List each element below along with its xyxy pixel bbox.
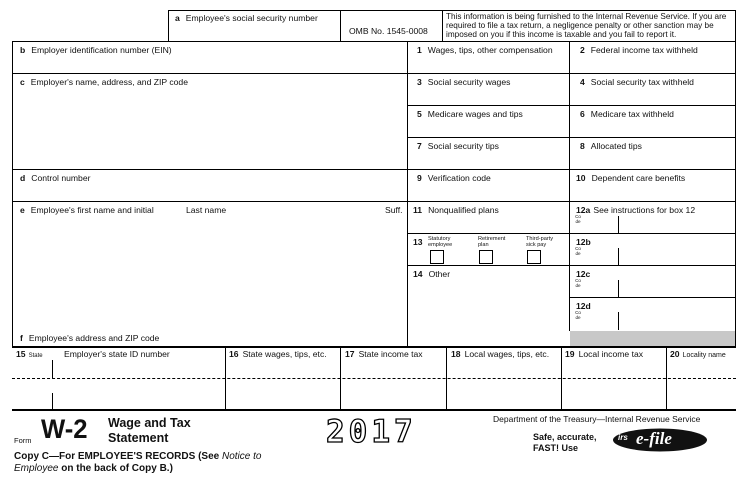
form-name-w2: W-2: [41, 414, 88, 444]
form-title-line2: Statement: [108, 431, 169, 445]
box-20-label: Locality name: [682, 352, 726, 359]
ssn-field[interactable]: [175, 13, 318, 23]
box-14-label: Other: [428, 269, 451, 279]
grid-line: [569, 265, 735, 266]
box-c-label: Employer's name, address, and ZIP code: [30, 77, 188, 87]
tax-year-text: 2017: [326, 414, 417, 450]
grid-line: [12, 409, 736, 411]
form-title-line1: Wage and Tax: [108, 416, 191, 430]
grid-line: [407, 233, 735, 234]
box-c-letter: c: [20, 77, 25, 87]
grid-line: [340, 10, 341, 41]
box-16-num: 16: [229, 349, 239, 359]
grid-line: [12, 346, 736, 348]
box-14-other[interactable]: [413, 269, 450, 279]
box-12a-label: See instructions for box 12: [593, 205, 696, 215]
box-12c-code-label: Code: [575, 278, 581, 288]
sick-pay-label: Third-party sick pay: [526, 236, 554, 248]
grid-line: [407, 265, 569, 266]
box-d-label: Control number: [31, 173, 91, 183]
statutory-employee-label: Statutory employee: [428, 236, 453, 248]
box-13-num: 13: [413, 237, 423, 247]
box-12d-code-label: Code: [575, 310, 581, 320]
sick-pay-checkbox[interactable]: [527, 250, 541, 264]
box-12d-num: 12d: [576, 301, 591, 311]
box-14-num: 14: [413, 269, 423, 279]
box-e-label: Employee's first name and initial: [30, 205, 154, 215]
box-1-wages[interactable]: [417, 45, 553, 55]
grid-line: [618, 280, 619, 297]
box-17-num: 17: [345, 349, 355, 359]
box-12a[interactable]: [576, 205, 695, 215]
copy-c-line1: [14, 451, 261, 462]
box-19-local-tax[interactable]: [565, 349, 643, 359]
grid-line: [12, 73, 408, 74]
box-12a-num: 12a: [576, 205, 591, 215]
copy-c-employee-italic: Employee: [14, 463, 59, 474]
box-4-label: Social security tax withheld: [590, 77, 694, 87]
box-f-employee-address[interactable]: [20, 333, 159, 343]
copy-c-text: Copy C—For EMPLOYEE'S RECORDS (See: [14, 451, 222, 462]
grid-line: [52, 393, 53, 410]
box-18-num: 18: [451, 349, 461, 359]
irs-notice: This information is being furnished to the Internal Revenue Service. If you are required to file a tax return, a negligence penalty or other sanction may be imposed on you if this income is taxable and you fail to report it.: [446, 12, 727, 39]
department-line: Department of the Treasury—Internal Revenue Service: [493, 414, 701, 424]
safe-accurate-text: Safe, accurate,: [533, 432, 597, 442]
box-18-local-wages[interactable]: [451, 349, 549, 359]
form-word: Form: [14, 436, 32, 445]
box-12a-code-label: Code: [575, 214, 581, 224]
grid-line: [168, 10, 169, 41]
efile-irs-text: irs: [618, 433, 628, 442]
box-5-num: 5: [417, 109, 422, 119]
box-18-label: Local wages, tips, etc.: [464, 349, 550, 359]
box-7-ss-tips[interactable]: [417, 141, 499, 151]
box-13: [413, 237, 429, 247]
box-3-num: 3: [417, 77, 422, 87]
box-12b-num: 12b: [576, 237, 591, 247]
box-e-suffix-label: Suff.: [385, 205, 403, 215]
grid-line: [407, 105, 735, 106]
grid-line: [569, 297, 735, 298]
box-2-federal-tax[interactable]: [580, 45, 698, 55]
grid-line: [12, 201, 408, 202]
box-11-nonqualified[interactable]: [413, 205, 499, 215]
box-8-label: Allocated tips: [590, 141, 642, 151]
grid-line: [442, 10, 443, 41]
box-20-num: 20: [670, 349, 680, 359]
box-10-dependent-care[interactable]: [576, 173, 685, 183]
copy-c-line2: [14, 463, 173, 474]
box-2-num: 2: [580, 45, 585, 55]
grid-line: [446, 346, 447, 410]
grid-line: [12, 41, 736, 42]
box-b-label: Employer identification number (EIN): [31, 45, 172, 55]
box-15-num: 15: [16, 349, 26, 359]
grid-line: [168, 10, 736, 11]
box-8-allocated-tips[interactable]: [580, 141, 642, 151]
retirement-plan-label: Retirement plan: [478, 236, 506, 248]
box-9-label: Verification code: [427, 173, 491, 183]
box-10-label: Dependent care benefits: [591, 173, 686, 183]
box-1-label: Wages, tips, other compensation: [427, 45, 553, 55]
box-8-num: 8: [580, 141, 585, 151]
box-1-num: 1: [417, 45, 422, 55]
grid-line: [12, 41, 13, 346]
grid-line: [618, 248, 619, 265]
box-f-letter: f: [20, 333, 23, 343]
box-11-label: Nonqualified plans: [428, 205, 499, 215]
box-3-ss-wages[interactable]: [417, 77, 510, 87]
copy-c-notice-italic: Notice to: [221, 451, 262, 462]
grid-line: [407, 137, 735, 138]
box-6-label: Medicare tax withheld: [590, 109, 674, 119]
box-12c-num: 12c: [576, 269, 591, 279]
box-c-employer-name[interactable]: [20, 77, 188, 87]
grid-line: [407, 73, 735, 74]
box-7-num: 7: [417, 141, 422, 151]
grid-line: [225, 346, 226, 410]
grid-line: [407, 169, 735, 170]
box-e-last-name-label: Last name: [186, 205, 227, 215]
dashed-divider: [12, 378, 736, 379]
omb-number: OMB No. 1545-0008: [349, 26, 428, 36]
grid-line: [561, 346, 562, 410]
box-b-letter: b: [20, 45, 26, 55]
box-3-label: Social security wages: [427, 77, 511, 87]
ssn-label: Employee's social security number: [185, 13, 318, 23]
grid-line: [340, 346, 341, 410]
box-e-letter: e: [20, 205, 25, 215]
efile-text: e-file: [636, 429, 672, 448]
box-17-label: State income tax: [358, 349, 423, 359]
box-9-verification[interactable]: [417, 173, 491, 183]
grid-line: [52, 360, 53, 378]
box-7-label: Social security tips: [427, 141, 499, 151]
box-b-ein[interactable]: [20, 45, 172, 55]
box-5-label: Medicare wages and tips: [427, 109, 523, 119]
box-15-state[interactable]: [16, 349, 43, 361]
box-19-num: 19: [565, 349, 575, 359]
grid-line: [735, 10, 736, 346]
grid-line: [618, 216, 619, 233]
ssn-letter: a: [175, 13, 180, 23]
box-d-control-number[interactable]: [20, 173, 90, 183]
box-11-num: 11: [413, 205, 423, 215]
box-5-medicare-wages[interactable]: [417, 109, 523, 119]
grid-line: [407, 41, 408, 346]
copy-c-back-text: on the back of Copy B.): [58, 463, 173, 474]
box-6-num: 6: [580, 109, 585, 119]
retirement-plan-checkbox[interactable]: [479, 250, 493, 264]
grid-line: [12, 169, 408, 170]
grid-line: [407, 201, 735, 202]
statutory-employee-checkbox[interactable]: [430, 250, 444, 264]
box-6-medicare-tax[interactable]: [580, 109, 674, 119]
box-e-employee-name[interactable]: [20, 205, 154, 215]
box-12b-code-label: Code: [575, 246, 581, 256]
grid-line: [618, 312, 619, 330]
box-f-label: Employee's address and ZIP code: [28, 333, 160, 343]
grid-line: [569, 41, 570, 331]
shaded-area: [570, 331, 735, 346]
box-9-num: 9: [417, 173, 422, 183]
box-20-locality[interactable]: [670, 349, 726, 361]
fast-use-text: FAST! Use: [533, 443, 579, 453]
box-10-num: 10: [576, 173, 586, 183]
box-16-state-wages[interactable]: [229, 349, 327, 359]
box-15-employer-state-id: Employer's state ID number: [64, 349, 170, 359]
box-4-ss-tax[interactable]: [580, 77, 694, 87]
irs-efile-logo: [612, 428, 708, 452]
box-d-letter: d: [20, 173, 26, 183]
box-17-state-tax[interactable]: [345, 349, 423, 359]
grid-line: [666, 346, 667, 410]
box-16-label: State wages, tips, etc.: [242, 349, 327, 359]
box-15-state-label: State: [28, 353, 43, 359]
tax-year: [326, 414, 417, 450]
box-4-num: 4: [580, 77, 585, 87]
box-2-label: Federal income tax withheld: [590, 45, 698, 55]
box-19-label: Local income tax: [578, 349, 644, 359]
